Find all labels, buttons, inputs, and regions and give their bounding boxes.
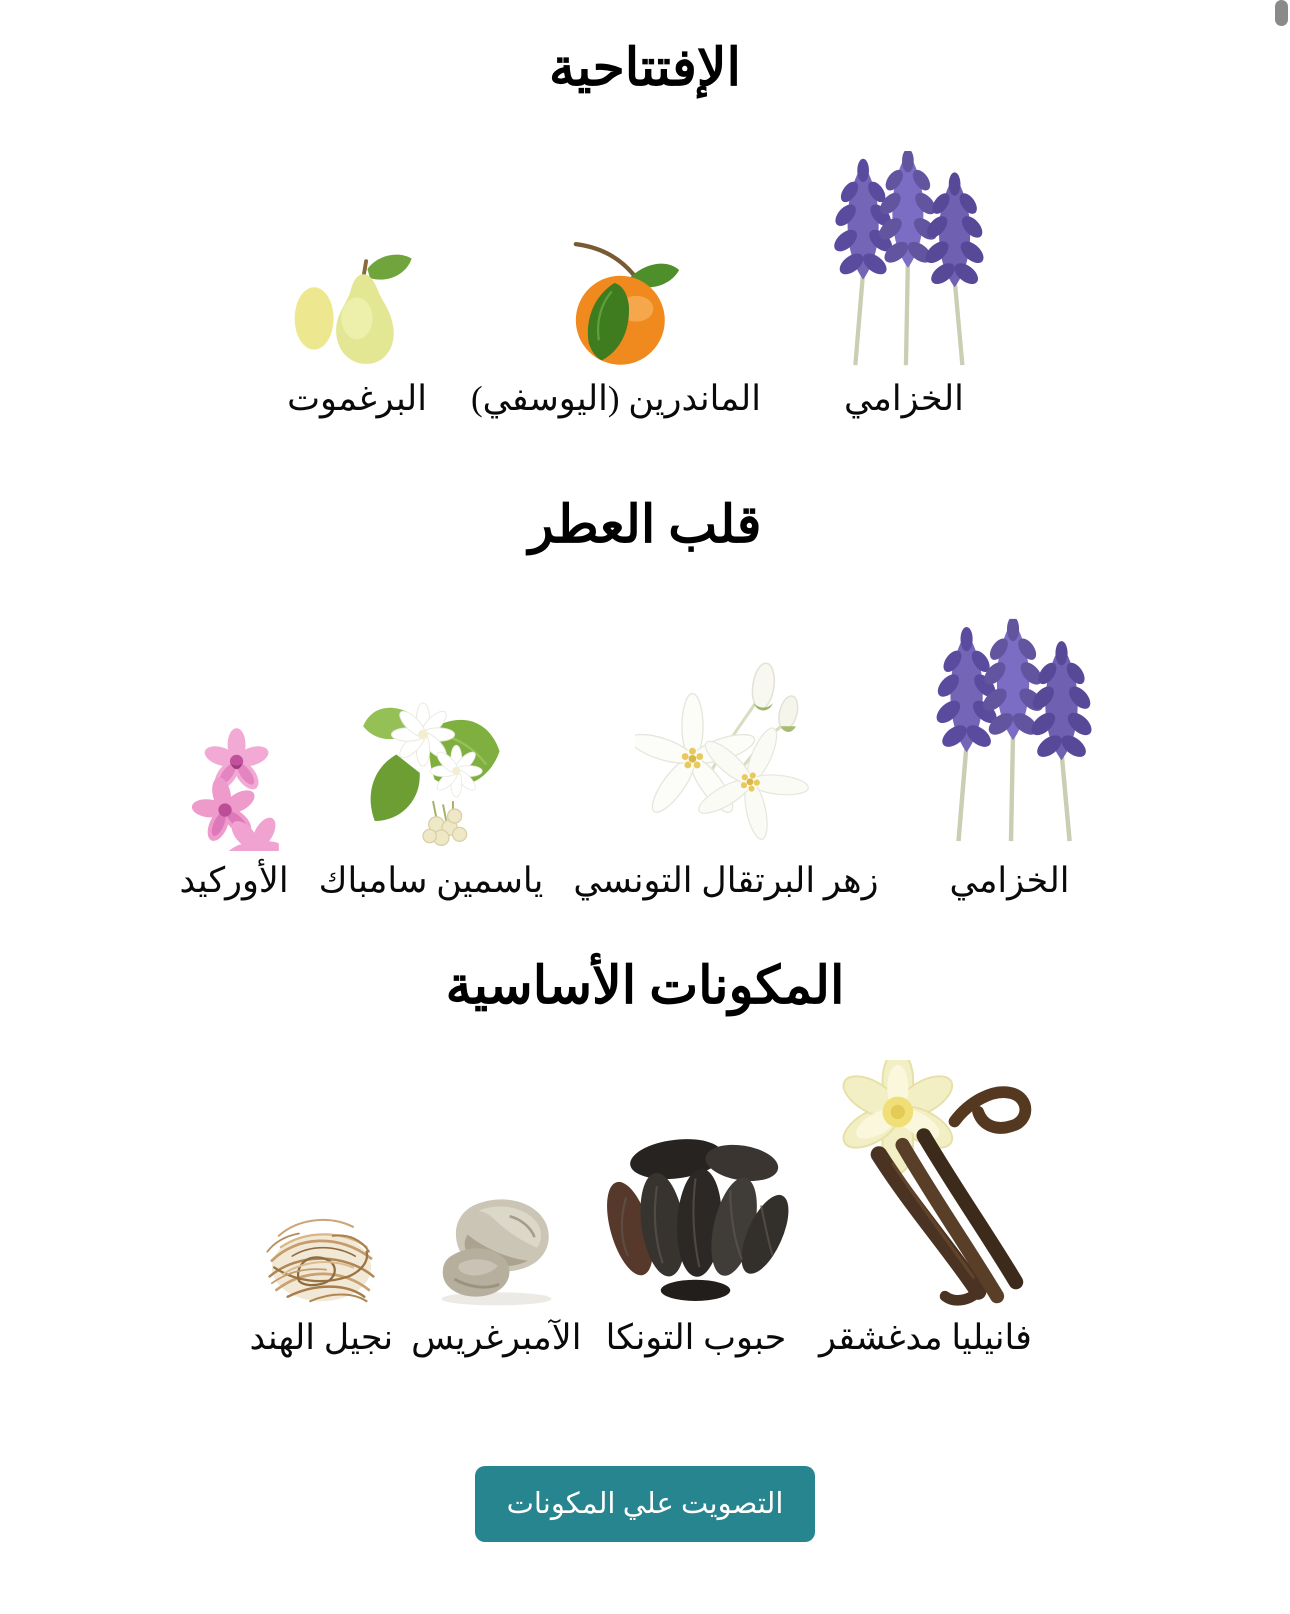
ingredient-tonka-beans (599, 1126, 792, 1361)
ingredients-row-base (0, 1060, 1290, 1361)
ingredient-label: الأوركيد (179, 861, 289, 901)
vanilla-icon (810, 1060, 1040, 1308)
section-title-top-notes: الإفتتاحية (549, 40, 741, 97)
orchid-icon (188, 723, 280, 851)
section-title-heart-notes: قلب العطر (528, 496, 762, 554)
ambergris-icon (430, 1190, 563, 1308)
ingredient-ambergris (411, 1190, 581, 1361)
orange-blossom-icon (635, 659, 817, 851)
ingredients-row-heart (0, 613, 1290, 904)
bergamot-icon (292, 247, 422, 369)
ingredient-lavender (908, 613, 1110, 904)
section-top-notes (0, 0, 1290, 422)
ingredient-label: الخزامي (843, 378, 964, 418)
ingredient-orange-blossom (573, 659, 878, 904)
tonka-beans-icon (599, 1126, 792, 1308)
section-base-notes (0, 953, 1290, 1362)
ingredient-vetiver (250, 1202, 394, 1361)
ingredient-label: نجيل الهند (249, 1318, 394, 1358)
ingredient-label: حبوب التونكا (605, 1318, 787, 1358)
scrollbar-thumb[interactable] (1275, 0, 1288, 26)
jasmine-icon (359, 678, 502, 851)
ingredient-orchid (180, 723, 289, 904)
mandarin-icon (544, 237, 688, 369)
ingredients-row-top (0, 151, 1290, 422)
ingredient-bergamot (287, 247, 427, 422)
section-title-base-notes: المكونات الأساسية (445, 957, 845, 1015)
ingredient-label: البرغموت (287, 378, 427, 418)
ingredient-mandarin (471, 237, 761, 422)
ingredient-label: فانيليا مدغشقر (818, 1318, 1032, 1358)
ingredient-label: زهر البرتقال التونسي (573, 861, 879, 901)
ingredient-vanilla (810, 1060, 1040, 1361)
ingredient-label: الماندرين (اليوسفي) (470, 378, 761, 418)
section-heart-notes (0, 492, 1290, 905)
lavender-icon (805, 151, 1003, 369)
vetiver-icon (264, 1202, 379, 1308)
ingredient-label: ياسمين سامباك (318, 861, 544, 901)
lavender-icon (908, 613, 1110, 851)
ingredient-label: الآمبرغريس (411, 1318, 582, 1358)
vote-button[interactable]: التصويت علي المكونات (475, 1466, 815, 1542)
ingredient-jasmine (319, 678, 544, 904)
ingredient-label: الخزامي (949, 861, 1070, 901)
ingredient-lavender (805, 151, 1003, 422)
